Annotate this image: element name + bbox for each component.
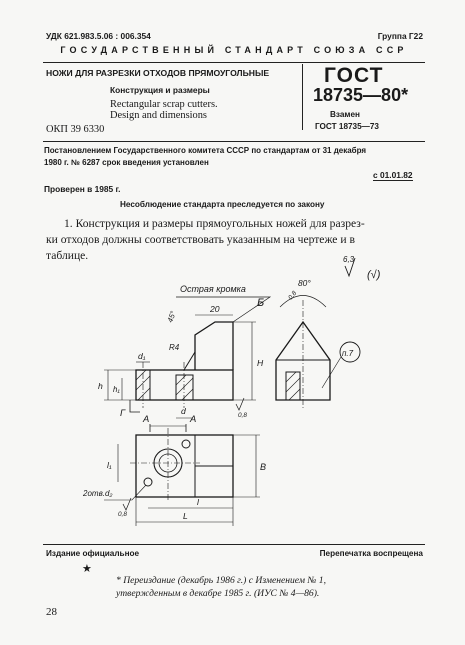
udk-code: УДК 621.983.5.06 : 006.354 [46,31,151,41]
effective-date: с 01.01.82 [373,170,413,180]
label-view-b: Б [257,297,265,309]
group-code: Группа Г22 [377,31,423,41]
dim-l1: l₁ [107,460,112,470]
callout-p7: п.7 [342,349,354,358]
section-label-g: Г [120,407,126,418]
subtitle-ru: Конструкция и размеры [110,85,210,95]
dim-H: H [257,358,264,368]
dim-d: d [181,406,186,416]
decree-line1: Постановлением Государственного комитета СССР по стандартам от 31 декабря [44,146,367,155]
gost-number: 18735—80* [313,85,409,105]
section-label-a1: А [143,413,150,424]
dim-20: 20 [210,304,220,314]
decree-line2: 1980 г. № 6287 срок введения установлен [44,158,209,167]
dim-L: L [183,511,188,521]
dim-l: l [197,497,199,507]
title-ru: НОЖИ ДЛЯ РАЗРЕЗКИ ОТХОДОВ ПРЯМОУГОЛЬНЫЕ [46,68,270,78]
roughness-check: (√) [367,269,381,281]
dim-B: B [260,462,267,472]
star-mark: ★ [82,563,92,575]
dim-2otv: 2отв.d₂ [83,489,113,498]
gost-label: ГОСТ [324,64,384,87]
reprint-prohibited: Перепечатка воспрещена [319,549,423,558]
roughness-08-3: 0,8 [287,289,299,302]
reissue-note [116,574,436,600]
standard-banner: ГОСУДАРСТВЕННЫЙ СТАНДАРТ СОЮЗА ССР [60,45,408,55]
replaces-label: Взамен [330,110,360,119]
plan-view [104,424,260,526]
official-edition: Издание официальное [46,549,140,558]
page-number: 28 [46,606,57,618]
dim-r4: R4 [169,343,180,352]
dim-h1: h₁ [113,385,120,394]
dim-h: h [98,381,103,391]
label-sharp-edge: Острая кромка [180,284,246,294]
dim-45: 45° [165,309,178,324]
footer-divider [43,544,425,545]
clause1-line3: таблице. [46,249,89,262]
roughness-63: 6,3 [343,255,355,264]
front-view [104,297,270,418]
roughness-08-2: 0,8 [118,511,127,518]
title-en-line1: Rectangular scrap cutters. [110,99,218,110]
footer-row [46,549,423,558]
note-line1: * Переиздание (декабрь 1986 г.) с Изменением № 1, [116,575,326,586]
okp-code: ОКП 39 6330 [46,124,105,135]
checked-year: Проверен в 1985 г. [44,184,121,194]
note-line2: утвержденным в декабре 1985 г. (ИУС № 4—86). [116,588,320,599]
replaces-value: ГОСТ 18735—73 [315,122,379,131]
section-label-a2: А [190,413,197,424]
clause1-line2: ки отходов должны соответствовать указанным на чертеже и в [46,233,355,246]
angle-80: 80° [298,278,311,288]
roughness-08-1: 0,8 [238,412,247,419]
clause1-line1: 1. Конструкция и размеры прямоугольных ножей для разрез- [64,217,365,230]
law-notice: Несоблюдение стандарта преследуется по закону [120,200,325,209]
title-en-line2: Design and dimensions [110,110,207,121]
dim-d1: d₁ [138,351,146,361]
